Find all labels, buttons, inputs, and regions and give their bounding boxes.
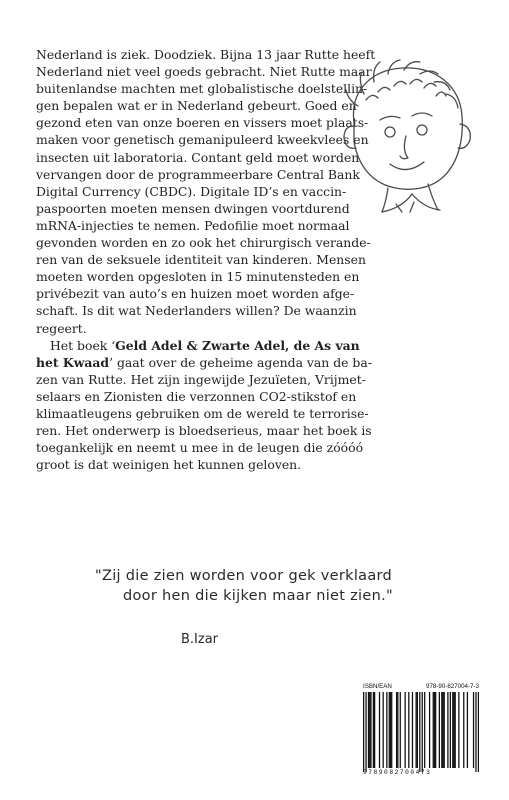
barcode-bar <box>383 692 384 768</box>
quote-line-2: door hen die kijken maar niet zien." <box>123 588 393 604</box>
barcode-bar <box>396 692 397 768</box>
barcode-bar <box>422 692 423 772</box>
text-line: klimaatleugens gebruiken om de wereld te terrorise- <box>36 405 369 421</box>
barcode-bars <box>363 692 479 776</box>
text-line: zen van Rutte. Het zijn ingewijde Jezuïeten, Vrijmet- <box>36 371 366 387</box>
barcode-bar <box>452 692 453 768</box>
text-line: privébezit van auto’s en huizen moet worden afge- <box>36 286 355 302</box>
text-line: maken voor genetisch gemanipuleerd kweekvlees en <box>36 132 369 148</box>
barcode-bar <box>391 692 392 768</box>
barcode-bar <box>373 692 374 768</box>
text-line: selaars en Zionisten die verzonnen CO2-stikstof en <box>36 388 357 404</box>
text-line: insecten uit laboratoria. Contant geld moet worden <box>36 149 360 165</box>
barcode-bar <box>455 692 456 768</box>
barcode-bar <box>412 692 413 768</box>
text-line: Nederland niet veel goeds gebracht. Niet Rutte maar <box>36 64 372 80</box>
barcode-bar <box>435 692 436 768</box>
isbn-prefix: ISBN/EAN <box>363 683 392 690</box>
barcode-bar <box>365 692 366 772</box>
isbn-label <box>363 683 479 690</box>
quote-line-1: "Zij die zien worden voor gek verklaard <box>95 568 393 584</box>
text-line: Digital Currency (CBDC). Digitale ID’s en vaccin- <box>36 183 347 199</box>
barcode-bar <box>379 692 380 768</box>
barcode-bar <box>433 692 434 768</box>
barcode-bar <box>368 692 369 768</box>
text-line: moeten worden opgesloten in 15 minutensteden en <box>36 269 360 285</box>
barcode-bar <box>434 692 435 768</box>
text-line: ren. Het onderwerp is bloedserieus, maar het boek is <box>36 423 372 439</box>
isbn-number: 978-90-827004-7-3 <box>426 683 479 690</box>
quote <box>95 568 393 604</box>
text-line: ren van de seksuele identiteit van kinderen. Mensen <box>36 252 366 268</box>
barcode-bar <box>369 692 370 768</box>
text-line: gen bepalen wat er in Nederland gebeurt. Goed en <box>36 98 357 114</box>
text-line <box>36 354 372 371</box>
text-line: gezond eten van onze boeren en vissers moet plaats- <box>36 115 369 131</box>
barcode-bar <box>450 692 451 768</box>
text-fragment: Het boek ‘ <box>50 337 116 353</box>
barcode-digits: 9789082700473 <box>363 769 432 776</box>
barcode-bar <box>389 692 390 768</box>
blurb-text <box>36 46 376 473</box>
barcode-bar <box>439 692 440 768</box>
barcode-bar <box>370 692 371 768</box>
barcode-bar <box>363 692 364 772</box>
book-title-part-1: Geld Adel & Zwarte Adel, de As van <box>115 337 360 353</box>
author-portrait-sketch <box>310 52 492 220</box>
text-line: vervangen door de programmeerbare Central Bank <box>36 166 360 182</box>
text-line: paspoorten moeten mensen dwingen voortdurend <box>36 200 350 216</box>
text-line: groot is dat weinigen het kunnen geloven. <box>36 457 302 473</box>
barcode-bar <box>478 692 479 772</box>
blurb-paragraph-1 <box>36 46 376 337</box>
barcode-bar <box>444 692 445 768</box>
barcode-bar <box>400 692 401 768</box>
barcode-bar <box>419 692 420 772</box>
barcode-bar <box>467 692 468 768</box>
text-line: regeert. <box>36 320 87 336</box>
blurb-paragraph-2 <box>36 337 372 474</box>
barcode-bar <box>386 692 387 768</box>
text-line: toegankelijk en neemt u mee in de leugen die zóóóó <box>36 440 364 456</box>
barcode-bar <box>374 692 375 768</box>
text-line: Nederland is ziek. Doodziek. Bijna 13 jaar Rutte heeft <box>36 47 376 62</box>
text-line: mRNA-injecties te nemen. Pedofilie moet normaal <box>36 217 350 233</box>
barcode-bar <box>442 692 443 768</box>
text-line: gevonden worden en zo ook het chirurgisch verande- <box>36 235 371 251</box>
text-line: schaft. Is dit wat Nederlanders willen? De waanzin <box>36 303 357 319</box>
barcode-bar <box>416 692 417 768</box>
barcode-bar <box>405 692 406 768</box>
barcode-bar <box>429 692 430 768</box>
text-line: buitenlandse machten met globalistische doelstellin- <box>36 81 368 97</box>
barcode-bar <box>473 692 474 768</box>
barcode-bar <box>441 692 442 768</box>
text-fragment: ’ gaat over de geheime agenda van de ba- <box>109 354 372 370</box>
barcode-bar <box>417 692 418 768</box>
barcode-bar <box>447 692 448 768</box>
text-line <box>36 337 360 354</box>
book-title-part-2: het Kwaad <box>36 354 110 370</box>
barcode-bar <box>475 692 476 772</box>
isbn-barcode <box>363 683 479 783</box>
barcode-bar <box>408 692 409 768</box>
quote-author: B.Izar <box>181 632 219 647</box>
barcode-bar <box>463 692 464 768</box>
barcode-bar <box>397 692 398 768</box>
barcode-bar <box>453 692 454 768</box>
barcode-bar <box>458 692 459 768</box>
barcode-bar <box>424 692 425 768</box>
barcode-bar <box>390 692 391 768</box>
